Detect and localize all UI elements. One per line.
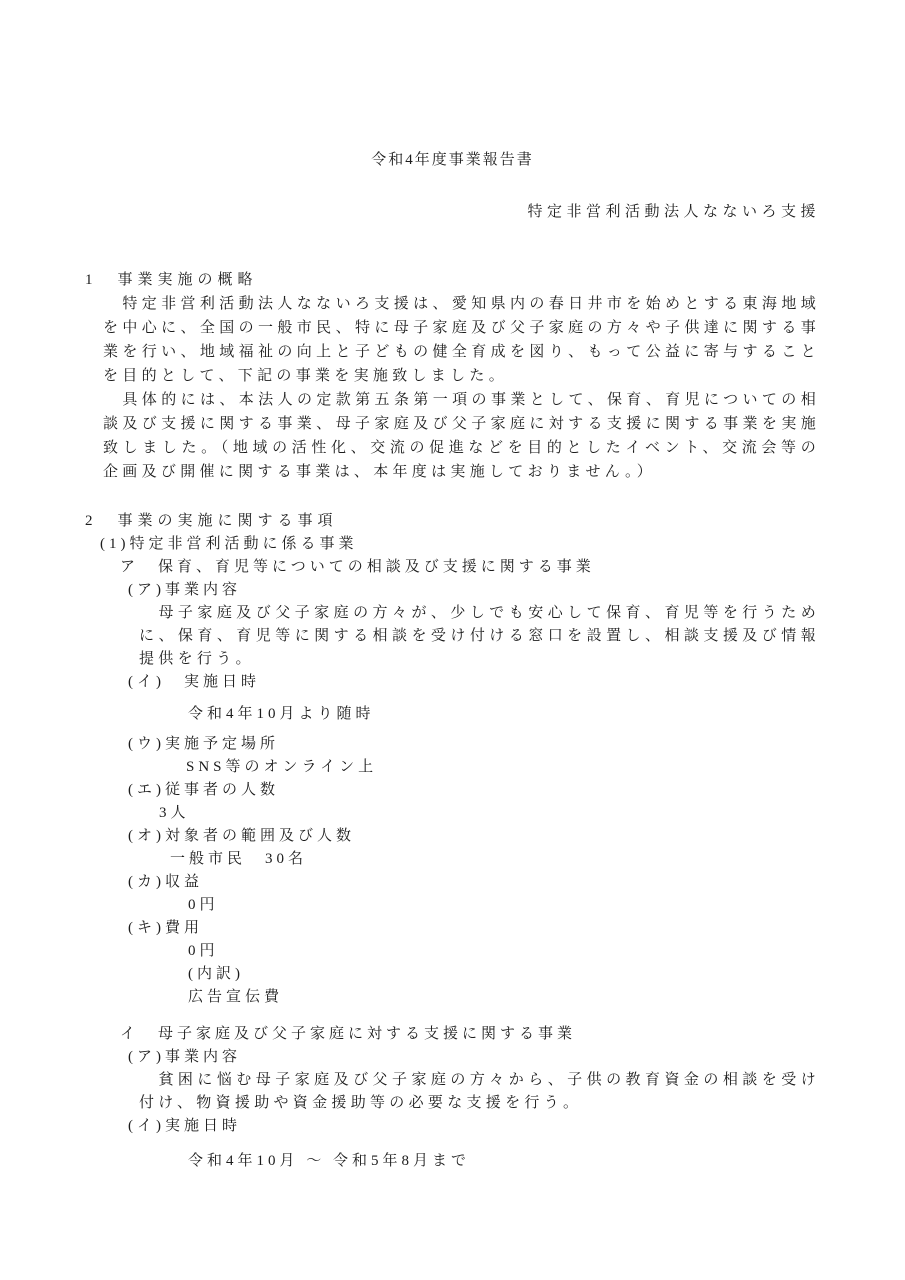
business-a-revenue-heading: (カ)収益 [128,874,203,890]
business-a-content-heading: (ア)事業内容 [128,582,241,598]
business-a-expense-heading: (キ)費用 [128,920,203,936]
business-a-datetime-heading: (イ) 実施日時 [128,674,260,690]
business-b [85,1023,820,1173]
business-a-revenue-value: 0円 [188,897,219,913]
section1-paragraph-2: 具体的には、本法人の定款第五条第一項の事業として、保育、育児についての相談及び支援に関する事業、母子家庭及び父子家庭に対する支援に関する事業を実施致しました。（地域の活性化、交流の促進などを目的としたイベント、交流会等の企画及び開催に関する事業は、本年度は実施しておりません。） [103,392,820,480]
document-title: 令和4年度事業報告書 [371,152,534,168]
business-b-title: イ 母子家庭及び父子家庭に対する支援に関する事業 [120,1026,577,1042]
business-a-place-value: SNS等のオンライン上 [186,759,378,775]
business-a-workers-value: 3人 [159,805,190,821]
section2-heading: 2 事業の実施に関する事項 [85,513,338,529]
business-a-target-value: 一般市民 30名 [170,851,308,867]
business-b-datetime-value: 令和4年10月 ～ 令和5年8月まで [188,1153,471,1169]
section1-heading: 1 事業実施の概略 [85,272,258,288]
business-b-content-text: 貧困に悩む母子家庭及び父子家庭の方々から、子供の教育資金の相談を受け付け、物資援助や資金援助等の必要な支援を行う。 [139,1072,820,1111]
business-a-datetime-value: 令和4年10月より随時 [188,706,375,722]
business-a-place-heading: (ウ)実施予定場所 [128,736,279,752]
business-a-workers-heading: (エ)従事者の人数 [128,782,279,798]
section1-paragraph-1: 特定非営利活動法人なないろ支援は、愛知県内の春日井市を始めとする東海地域を中心に、全国の一般市民、特に母子家庭及び父子家庭の方々や子供達に関する事業を行い、地域福祉の向上と子どもの健全育成を図り、もって公益に寄与することを目的として、下記の事業を実施致しました。 [103,296,820,384]
section-overview [85,268,820,484]
section-implementation [85,510,820,1173]
subsection-heading: (1)特定非営利活動に係る事業 [100,536,358,552]
business-a-title: ア 保育、育児等についての相談及び支援に関する事業 [120,559,595,575]
business-a-expense-note: (内訳) [188,966,244,982]
business-a-expense-detail: 広告宣伝費 [188,989,284,1005]
business-a-target-heading: (オ)対象者の範囲及び人数 [128,828,355,844]
business-b-content-heading: (ア)事業内容 [128,1049,241,1065]
organization-name: 特定非営利活動法人なないろ支援 [527,204,820,220]
business-a-expense-value: 0円 [188,943,219,959]
business-b-datetime-heading: (イ)実施日時 [128,1118,241,1134]
business-a [85,556,820,1009]
business-a-content-text: 母子家庭及び父子家庭の方々が、少しでも安心して保育、育児等を行うために、保育、育児等に関する相談を受け付ける窓口を設置し、相談支援及び情報提供を行う。 [139,605,820,667]
